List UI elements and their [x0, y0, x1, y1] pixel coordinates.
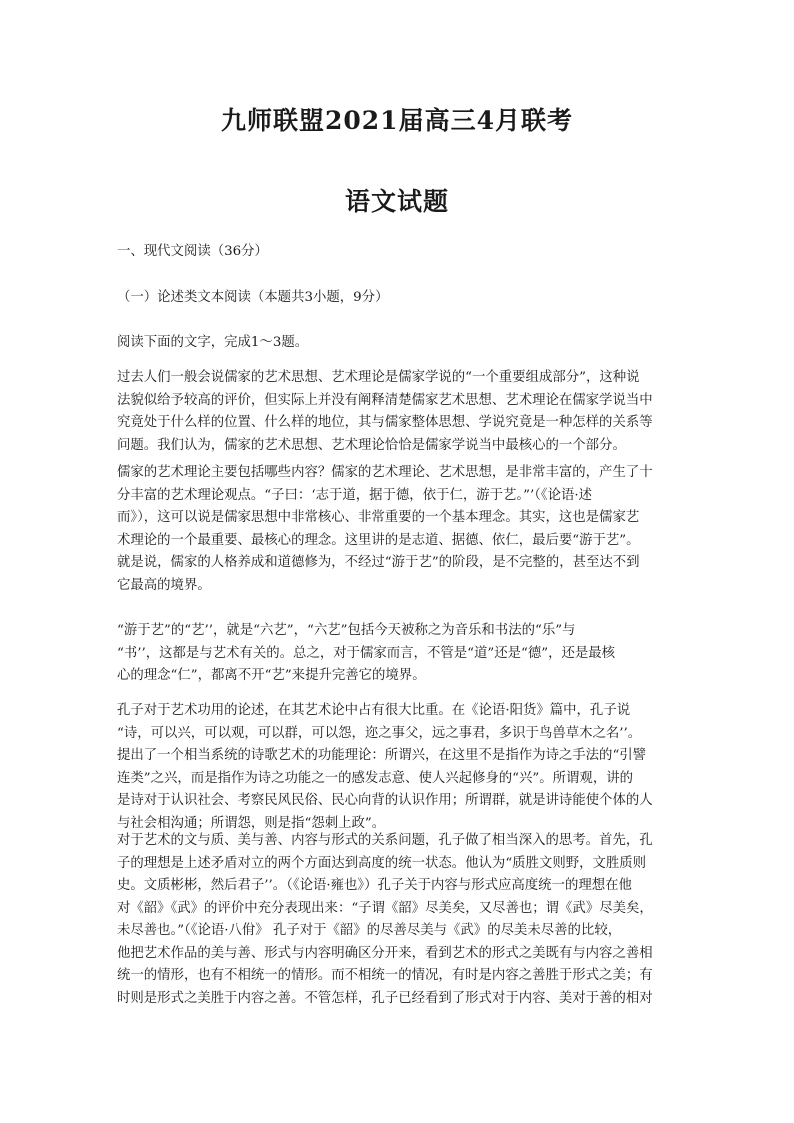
paragraph-5-line: 子的理想是上述矛盾对立的两个方面达到高度的统一状态。他认为“质胜文则野，文胜质则: [117, 855, 647, 871]
paragraph-2-line: 它最高的境界。: [117, 577, 211, 593]
paragraph-4-line: 提出了一个相当系统的诗歌艺术的功能理论：所谓兴，在这里不是指作为诗之手法的“引譬: [117, 748, 647, 763]
paragraph-1-line: 法貌似给予较高的评价，但实际上并没有阐释清楚儒家艺术思想、艺术理论在儒家学说当中: [117, 392, 653, 408]
paragraph-2-line: 就是说，儒家的人格养成和道德修为，不经过“游于艺”的阶段，是不完整的，甚至达不到: [117, 555, 640, 570]
paragraph-3-line: “书’’，这都是与艺术有关的。总之，对于儒家而言，不管是“道”还是“德”，还是最核: [117, 645, 616, 661]
paragraph-5-line: 对于艺术的文与质、美与善、内容与形式的关系问题，孔子做了相当深入的思考。首先，孔: [117, 833, 653, 848]
paragraph-5-line: 时则是形式之美胜于内容之善。不管怎样，孔子已经看到了形式对于内容、美对于善的相对: [117, 990, 653, 1006]
paragraph-4-line: 连类”之兴，而是指作为诗之功能之一的感发志意、使人兴起修身的“兴”。所谓观，讲的: [117, 770, 633, 786]
paragraph-4-line: 孔子对于艺术功用的论述，在其艺术论中占有很大比重。在《论语·阳货》篇中，孔子说: [117, 703, 631, 718]
paragraph-5-line: 他把艺术作品的美与善、形式与内容明确区分开来，看到艺术的形式之美既有与内容之善相: [117, 945, 653, 961]
paragraph-5-line: 史。文质彬彬，然后君子’’。（《论语·雍也》）孔子关于内容与形式应高度统一的理想在他: [117, 878, 632, 893]
paragraph-4-line: 是诗对于认识社会、考察民风民俗、民心向背的认识作用；所谓群，就是讲诗能使个体的人: [117, 793, 653, 808]
paragraph-2-line: 而》），这可以说是儒家思想中非常核心、非常重要的一个基本理念。其实，这也是儒家艺: [117, 510, 640, 525]
paragraph-5-line: 未尽善也。”（《论语·八佾》 孔子对于《韶》的尽善尽美与《武》的尽美未尽善的比较，: [117, 923, 622, 938]
paragraph-1-line: 过去人们一般会说儒家的艺术思想、艺术理论是儒家学说的“一个重要组成部分”，这种说: [117, 370, 640, 385]
paragraph-1-line: 究竟处于什么样的位置、什么样的地位，其与儒家整体思想、学说究竟是一种怎样的关系等: [117, 415, 653, 430]
subsection-heading: （一）论述类文本阅读（本题共3小题，9分）: [117, 290, 389, 305]
instruction-text: 阅读下面的文字，完成1～3题。: [117, 335, 309, 350]
section-heading: 一、现代文阅读（36分）: [117, 244, 268, 259]
paragraph-2-line: 儒家的艺术理论主要包括哪些内容？儒家的艺术理论、艺术思想，是非常丰富的，产生了十: [117, 465, 653, 480]
paragraph-1-line: 问题。我们认为，儒家的艺术思想、艺术理论恰恰是儒家学说当中最核心的一个部分。: [117, 437, 626, 453]
paragraph-5-line: 统一的情形，也有不相统一的情形。而不相统一的情况，有时是内容之善胜于形式之美；有: [117, 968, 653, 983]
paragraph-4-line: “诗，可以兴，可以观，可以群，可以怨，迩之事父，远之事君，多识于鸟兽草木之名’’。: [117, 725, 642, 741]
paragraph-3-line: “游于艺”的“艺’’，就是“六艺”，“六艺”包括今天被称之为音乐和书法的“乐”与: [117, 623, 576, 638]
paragraph-5-line: 对《韶》《武》的评价中充分表现出来：“子谓《韶》尽美矣，又尽善也；谓《武》尽美矣，: [117, 900, 653, 916]
paragraph-3-line: 心的理念“仁”，都离不开“艺”来提升完善它的境界。: [117, 668, 426, 683]
document-subtitle: 语文试题: [344, 187, 449, 216]
paragraph-2-line: 分丰富的艺术理论观点。“子曰：‘志于道，据于德，依于仁，游于艺。”’（《论语·述: [117, 487, 593, 503]
document-title: 九师联盟2021届高三4月联考: [221, 106, 573, 135]
paragraph-4-line: 与社会相沟通；所谓怨，则是指“怨刺上政”。: [117, 815, 386, 831]
paragraph-2-line: 术理论的一个最重要、最核心的理念。这里讲的是志道、据德、依仁，最后要“游于艺”。: [117, 532, 640, 548]
